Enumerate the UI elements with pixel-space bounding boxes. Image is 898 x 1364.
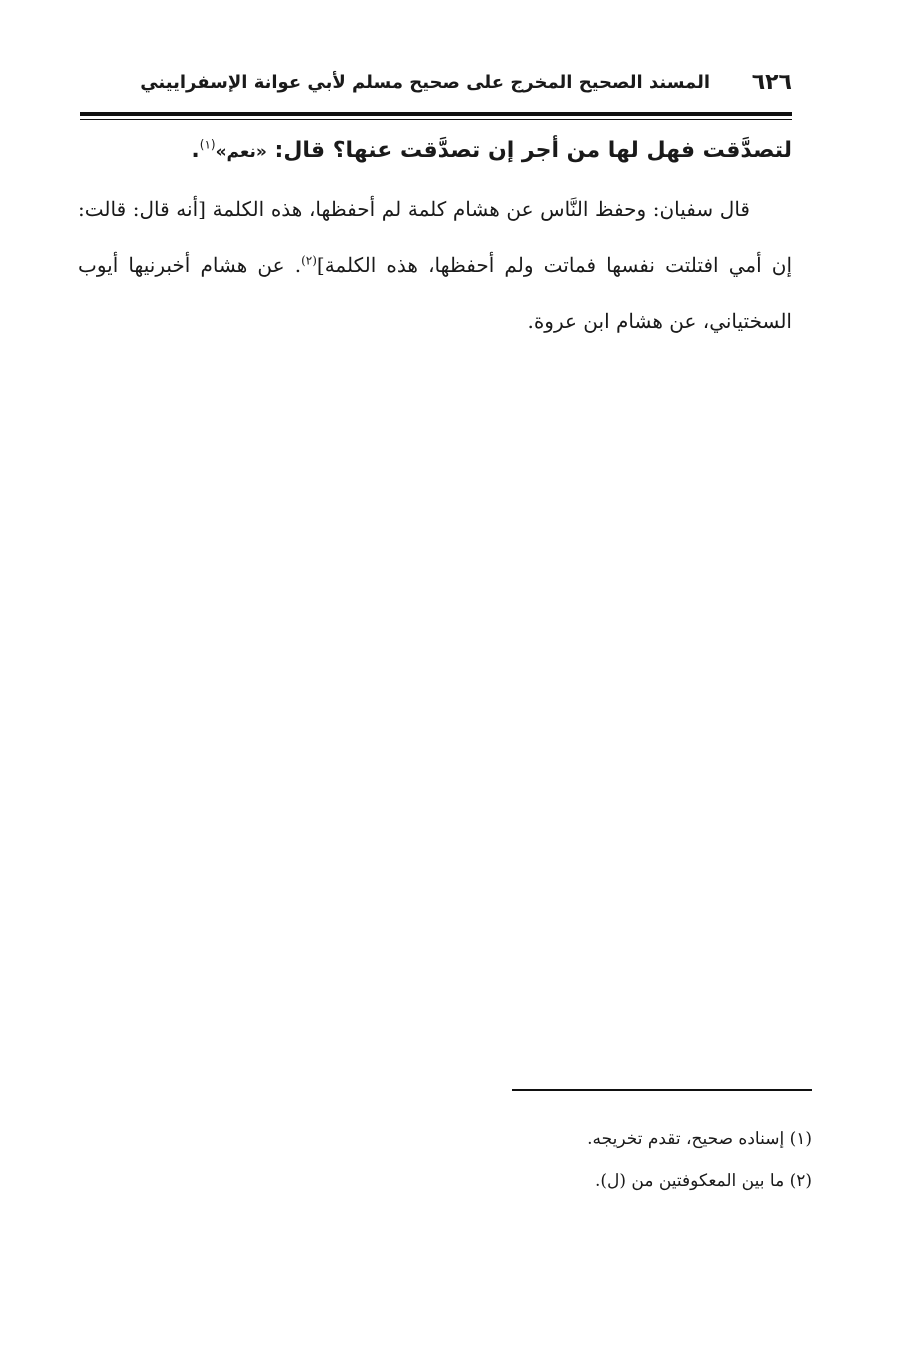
- hadith-text: [78, 128, 792, 175]
- narration-paragraph: [78, 181, 792, 349]
- narration-text-1: قال سفيان: وحفظ النَّاس عن هشام كلمة لم أحفظها، هذه الكلمة [أنه قال: قالت: إن أمي افتلتت نفسها فماتت ولم أحفظها، هذه الكلمة]: [78, 197, 793, 277]
- header-rule-thin: [80, 119, 792, 120]
- footnote-ref-1: (١): [199, 137, 216, 152]
- hadith-end-mark: .: [191, 138, 200, 163]
- footnotes: [312, 1118, 812, 1202]
- header-rule-thick: [80, 112, 792, 116]
- running-header: [80, 62, 792, 106]
- narration-text-2: . عن هشام أخبرنيها أيوب السختياني، عن هشام ابن عروة.: [78, 253, 792, 333]
- footnote-1: (١) إسناده صحيح، تقدم تخريجه.: [587, 1129, 812, 1149]
- book-title: المسند الصحيح المخرج على صحيح مسلم لأبي عوانة الإسفراييني: [140, 72, 710, 93]
- footnote-2: (٢) ما بين المعكوفتين من (ل).: [594, 1171, 812, 1191]
- page-number: ٦٢٦: [751, 70, 792, 95]
- prophet-reply: «نعم»: [215, 142, 267, 162]
- main-text: [78, 128, 792, 349]
- footnote-ref-2: (٢): [301, 253, 317, 268]
- hadith-question: لتصدَّقت فهل لها من أجر إن تصدَّقت عنها؟ قال:: [266, 138, 792, 163]
- footnote-separator: [512, 1089, 812, 1091]
